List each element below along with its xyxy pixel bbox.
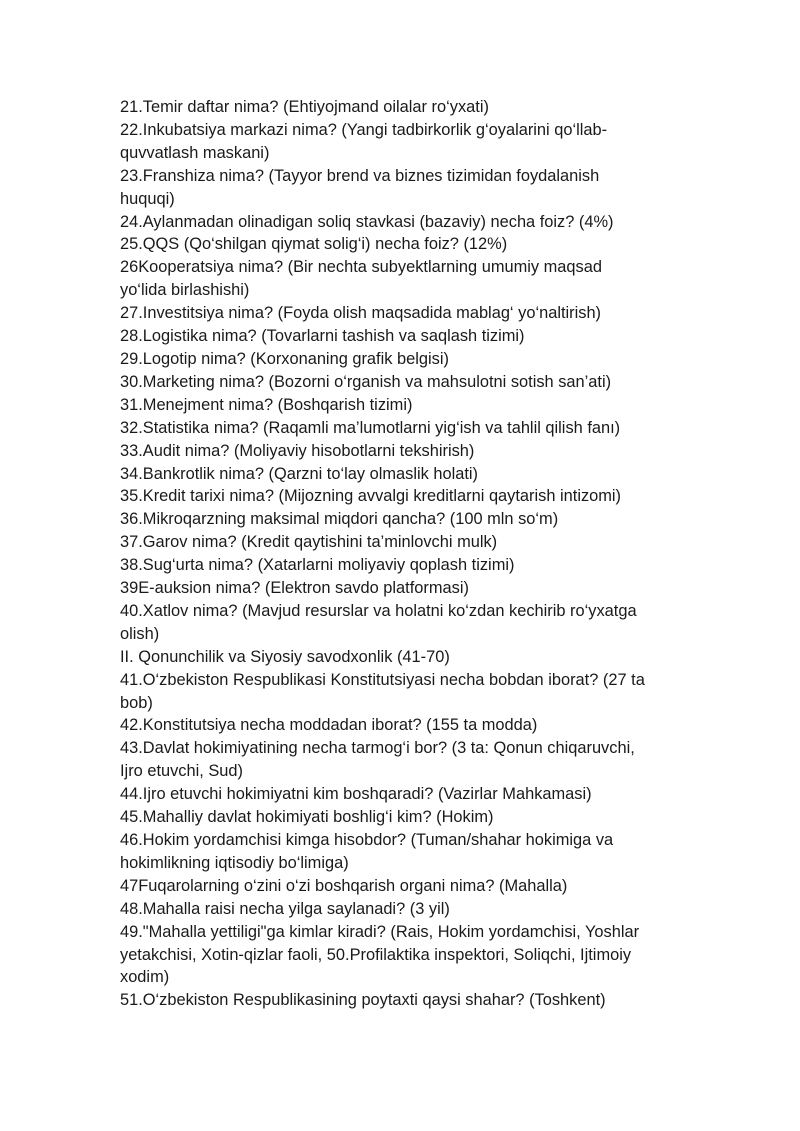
text-line: 38.Sug‘urta nima? (Xatarlarni moliyaviy qoplash tizimi): [120, 556, 515, 575]
text-line: 22.Inkubatsiya markazi nima? (Yangi tadbirkorlik g‘oyalarini qo‘llab-: [120, 120, 608, 139]
text-line: 35.Kredit tarixi nima? (Mijozning avvalgi kreditlarni qaytarish intizomi): [120, 487, 622, 506]
text-line: 37.Garov nima? (Kredit qaytishini ta’minlovchi mulk): [120, 533, 498, 552]
text-line: 33.Audit nima? (Moliyaviy hisobotlarni tekshirish): [120, 441, 475, 460]
text-line: xodim): [120, 968, 170, 987]
text-line: 43.Davlat hokimiyatining necha tarmog‘i bor? (3 ta: Qonun chiqaruvchi,: [120, 739, 635, 758]
text-line: 39E-auksion nima? (Elektron savdo platformasi): [120, 579, 469, 598]
text-line: 36.Mikroqarzning maksimal miqdori qancha? (100 mln so‘m): [120, 510, 559, 529]
text-line: 40.Xatlov nima? (Mavjud resurslar va holatni ko‘zdan kechirib ro‘yxatga: [120, 601, 637, 620]
text-line: 23.Franshiza nima? (Tayyor brend va biznes tizimidan foydalanish: [120, 166, 600, 185]
text-line: 46.Hokim yordamchisi kimga hisobdor? (Tuman/shahar hokimiga va: [120, 831, 614, 849]
text-line: 41.O‘zbekiston Respublikasi Konstitutsiyasi necha bobdan iborat? (27 ta: [120, 670, 645, 689]
text-line: 25.QQS (Qo‘shilgan qiymat solig‘i) necha foiz? (12%): [120, 235, 508, 254]
text-line: 34.Bankrotlik nima? (Qarzni to‘lay olmaslik holati): [120, 464, 479, 483]
document-page: [120, 96, 680, 1012]
text-line: 26Kooperatsiya nima? (Bir nechta subyektlarning umumiy maqsad: [120, 258, 602, 277]
text-line: 48.Mahalla raisi necha yilga saylanadi? (3 yil): [120, 899, 450, 918]
text-line: yetakchisi, Xotin-qizlar faoli, 50.Profilaktika inspektori, Soliqchi, Ijtimoiy: [120, 945, 632, 964]
text-line: bob): [120, 693, 153, 712]
text-line: 29.Logotip nima? (Korxonaning grafik belgisi): [120, 349, 449, 368]
text-line: 21.Temir daftar nima? (Ehtiyojmand oilalar ro‘yxati): [120, 98, 489, 116]
text-line: 31.Menejment nima? (Boshqarish tizimi): [120, 395, 413, 414]
text-line: 32.Statistika nima? (Raqamli ma’lumotlarni yig‘ish va tahlil qilish fanı): [120, 418, 621, 437]
text-line: 42.Konstitutsiya necha moddadan iborat? (155 ta modda): [120, 716, 538, 735]
text-line: 30.Marketing nima? (Bozorni o‘rganish va mahsulotni sotish san’ati): [120, 372, 612, 391]
text-line: huquqi): [120, 189, 175, 208]
text-line: olish): [120, 624, 160, 643]
text-line: yo‘lida birlashishi): [120, 281, 250, 300]
text-line: Ijro etuvchi, Sud): [120, 762, 243, 781]
text-line: 44.Ijro etuvchi hokimiyatni kim boshqaradi? (Vazirlar Mahkamasi): [120, 785, 592, 804]
text-line: 49."Mahalla yettiligi"ga kimlar kiradi? (Rais, Hokim yordamchisi, Yoshlar: [120, 922, 640, 941]
text-line: 47Fuqarolarning o‘zini o‘zi boshqarish organi nima? (Mahalla): [120, 876, 568, 895]
text-line: 27.Investitsiya nima? (Foyda olish maqsadida mablag‘ yo‘naltirish): [120, 304, 602, 323]
text-line: 51.O‘zbekiston Respublikasining poytaxti qaysi shahar? (Toshkent): [120, 991, 606, 1010]
text-line: quvvatlash maskani): [120, 143, 270, 162]
section-heading: II. Qonunchilik va Siyosiy savodxonlik (41-70): [120, 647, 450, 666]
text-line: 24.Aylanmadan olinadigan soliq stavkasi (bazaviy) necha foiz? (4%): [120, 212, 614, 231]
text-line: hokimlikning iqtisodiy bo‘limiga): [120, 853, 349, 872]
text-line: 45.Mahalliy davlat hokimiyati boshlig‘i kim? (Hokim): [120, 808, 494, 827]
text-line: 28.Logistika nima? (Tovarlarni tashish va saqlash tizimi): [120, 327, 525, 346]
